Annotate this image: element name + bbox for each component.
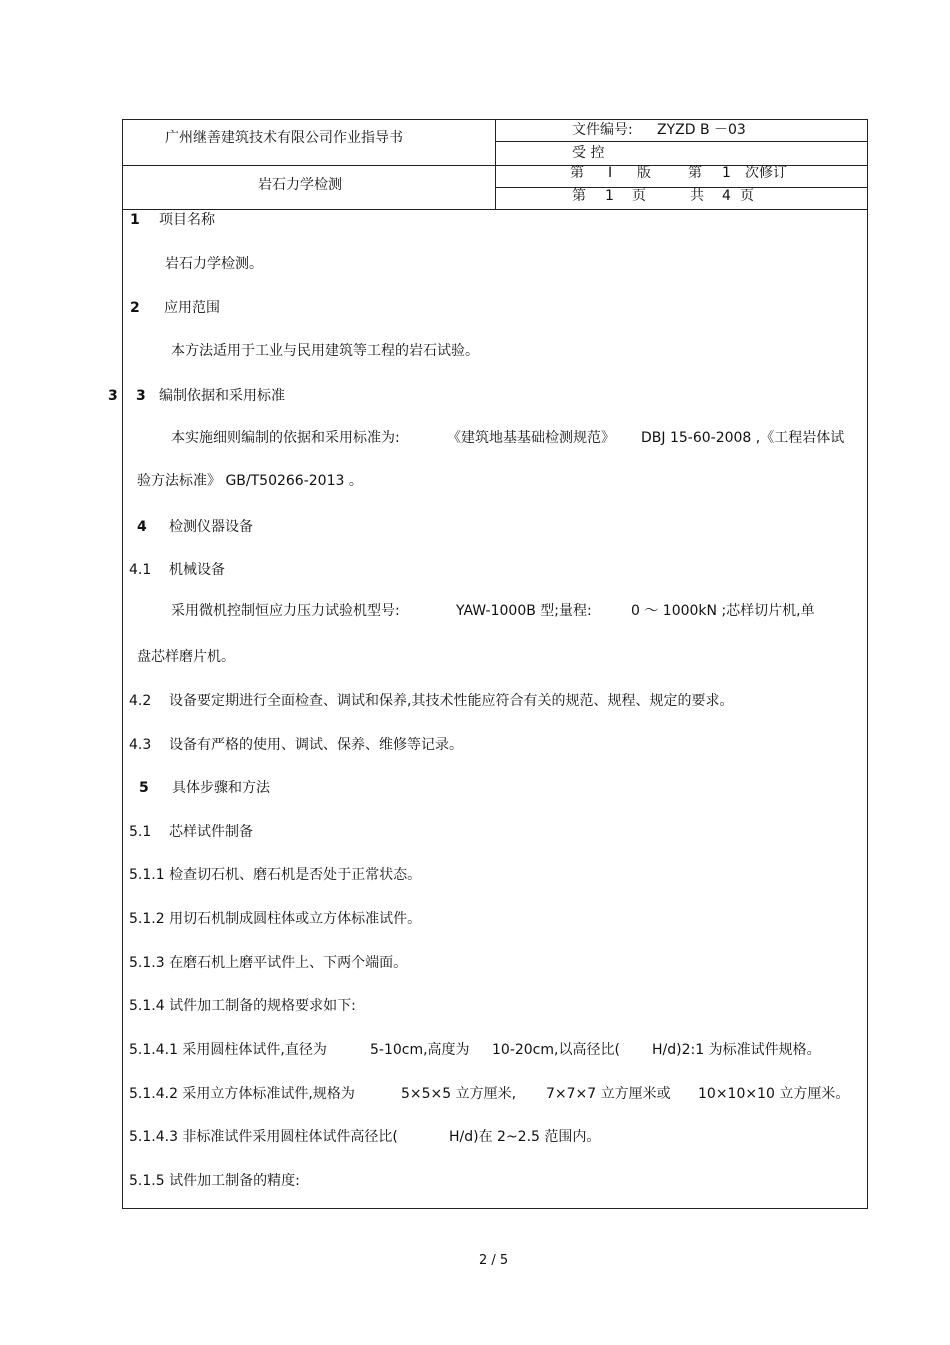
page-indicator: 2 / 5 [479, 1253, 509, 1268]
header-subrow-rule [495, 187, 868, 188]
item-5-1-1: 5.1.1 检查切石机、磨石机是否处于正常状态。 [129, 867, 422, 883]
header-column-divider [495, 119, 496, 210]
item-5-1-4-2-a: 5.1.4.2 采用立方体标准试件,规格为 [129, 1086, 355, 1102]
section-4-1-text-b: YAW-1000B 型;量程: [456, 603, 592, 619]
section-4-3-number: 4.3 [129, 737, 152, 753]
header-subrow-rule [495, 141, 868, 142]
item-5-1-4: 5.1.4 试件加工制备的规格要求如下: [129, 998, 356, 1014]
item-5-1-4-3-b: H/d)在 2~2.5 范围内。 [449, 1129, 601, 1145]
edition-roman: I [608, 165, 613, 181]
company-title: 广州继善建筑技术有限公司作业指导书 [165, 130, 403, 146]
section-2-title: 应用范围 [164, 300, 220, 316]
section-4-2-number: 4.2 [129, 693, 152, 709]
page-total: 4 [722, 188, 731, 204]
section-5-1-title: 芯样试件制备 [169, 824, 253, 840]
edition-di: 第 [570, 165, 584, 181]
page-ye: 页 [632, 188, 646, 204]
section-5-title: 具体步骤和方法 [172, 780, 270, 796]
section-3-text-b: 《建筑地基基础检测规范》 [447, 430, 615, 446]
item-5-1-4-1-c: 10-20cm,以高径比( [492, 1042, 620, 1058]
section-2-number: 2 [130, 300, 140, 316]
section-1-number: 1 [130, 212, 140, 228]
section-4-3-text: 设备有严格的使用、调试、保养、维修等记录。 [169, 737, 463, 753]
item-5-1-4-1-a: 5.1.4.1 采用圆柱体试件,直径为 [129, 1042, 327, 1058]
section-4-1-text-d: 盘芯样磨片机。 [137, 649, 235, 665]
item-5-1-4-1-d: H/d)2:1 为标准试件规格。 [652, 1042, 821, 1058]
revision-di: 第 [688, 165, 702, 181]
section-4-2-text: 设备要定期进行全面检查、调试和保养,其技术性能应符合有关的规范、规程、规定的要求。 [169, 693, 734, 709]
section-3-text-d: 验方法标准》 GB/T50266-2013 。 [137, 473, 363, 489]
item-5-1-4-3-a: 5.1.4.3 非标准试件采用圆柱体试件高径比( [129, 1129, 398, 1145]
doc-no-label: 文件编号: [572, 122, 633, 138]
section-4-1-text-c: 0 ～ 1000kN ;芯样切片机,单 [631, 603, 815, 619]
page-number: 1 [605, 188, 614, 204]
page-ye2: 页 [740, 188, 754, 204]
document-subject: 岩石力学检测 [258, 177, 342, 193]
edition-ban: 版 [637, 165, 651, 181]
section-4-1-title: 机械设备 [169, 562, 225, 578]
item-5-1-4-1-b: 5-10cm,高度为 [370, 1042, 470, 1058]
section-3-text-c: DBJ 15-60-2008 ,《工程岩体试 [641, 430, 845, 446]
item-5-1-4-2-d: 10×10×10 立方厘米。 [698, 1086, 850, 1102]
item-5-1-4-2-b: 5×5×5 立方厘米, [401, 1086, 517, 1102]
item-5-1-2: 5.1.2 用切石机制成圆柱体或立方体标准试件。 [129, 911, 422, 927]
section-3-text-a: 本实施细则编制的依据和采用标准为: [171, 430, 400, 446]
item-5-1-3: 5.1.3 在磨石机上磨平试件上、下两个端面。 [129, 955, 408, 971]
section-4-1-text-a: 采用微机控制恒应力压力试验机型号: [171, 603, 400, 619]
item-5-1-4-2-c: 7×7×7 立方厘米或 [546, 1086, 671, 1102]
margin-mark: 3 [108, 388, 118, 404]
doc-no-value: ZYZD B －03 [657, 122, 746, 138]
section-2-text: 本方法适用于工业与民用建筑等工程的岩石试验。 [171, 343, 479, 359]
section-1-title: 项目名称 [159, 212, 215, 228]
item-5-1-5: 5.1.5 试件加工制备的精度: [129, 1173, 300, 1189]
section-5-number: 5 [139, 780, 149, 796]
section-5-1-number: 5.1 [129, 824, 152, 840]
section-4-1-number: 4.1 [129, 562, 152, 578]
section-4-number: 4 [137, 519, 147, 535]
control-status: 受 控 [572, 145, 605, 161]
revision-number: 1 [722, 165, 731, 181]
section-1-text: 岩石力学检测。 [165, 256, 263, 272]
section-4-title: 检测仪器设备 [169, 519, 253, 535]
section-3-title: 编制依据和采用标准 [159, 388, 285, 404]
page-gong: 共 [690, 188, 704, 204]
page-di: 第 [572, 188, 586, 204]
section-3-number: 3 [136, 388, 146, 404]
revision-suffix: 次修订 [745, 165, 787, 181]
